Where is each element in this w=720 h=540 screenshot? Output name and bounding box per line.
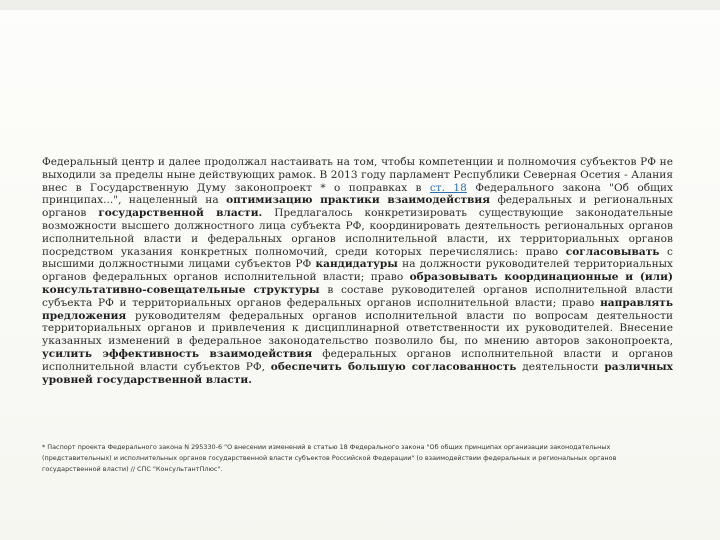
text-segment: Федеральный центр и далее продолжал настаивать на том, чтобы компетенции и полномочия субъектов РФ не выходили за пределы ныне действующих рамок. В 2013 году парламент Республики Северная Осетия - Алания внес в Государственную Думу законопроект * о поправках в bbox=[42, 156, 673, 194]
text-segment: в составе руководителей органов исполнительной власти субъекта РФ и территориальных органов федеральных органов исполнительной власти; право bbox=[42, 283, 673, 309]
emphasis-candidates: кандидатуры bbox=[315, 258, 398, 271]
slide-top-band bbox=[0, 0, 720, 10]
emphasis-approve: согласовывать bbox=[565, 245, 660, 258]
text-segment: на должности руководителей территориальных органов федеральных органов исполнительной власти; право bbox=[42, 258, 673, 284]
text-segment: с высшими должностными лицами субъектов РФ bbox=[42, 245, 673, 271]
emphasis-levels: различных уровней государственной власти. bbox=[42, 360, 673, 386]
main-paragraph bbox=[42, 156, 673, 386]
emphasis-coherence: обеспечить большую согласованность bbox=[270, 360, 517, 373]
text-segment: деятельности bbox=[516, 360, 605, 373]
text-segment: Федерального закона "Об общих принципах...", нацеленный на bbox=[42, 181, 673, 207]
article-18-link[interactable]: ст. 18 bbox=[429, 181, 467, 194]
emphasis-efficiency: усилить эффективность взаимодействия bbox=[42, 347, 313, 360]
emphasis-structures: образовывать координационные и (или) консультативно-совещательные структуры bbox=[42, 271, 673, 296]
text-segment: федеральных органов исполнительной власти и органов исполнительной власти субъектов РФ, bbox=[42, 347, 674, 373]
emphasis-state-power: государственной власти. bbox=[98, 207, 263, 220]
emphasis-optimization: оптимизацию практики взаимодействия bbox=[226, 194, 491, 207]
emphasis-proposals: направлять предложения bbox=[42, 296, 673, 322]
text-segment: руководителям федеральных органов исполнительной власти по вопросам деятельности территориальных органов и привлечения к дисциплинарной ответственности их руководителей. Внесение указанных изменений в федеральное законодательство позволило бы, по мнению авторов законопроекта, bbox=[42, 309, 673, 348]
footnote: * Паспорт проекта Федерального закона N 295330-6 "О внесении изменений в статью 18 Федерального закона "Об общих принципах организации законодательных (представительных) и исполнительных органов государственной власти субъектов Российской Федерации" (о взаимодействии федеральных и региональных органов государственной власти) // СПС "КонсультантПлюс". bbox=[42, 443, 617, 473]
text-segment: Предлагалось конкретизировать существующие законодательные возможности высшего должностного лица субъекта РФ, координировать деятельность региональных органов исполнительной власти и федеральных органов исполнительной власти, их территориальных органов посредством указания конкретных полномочий, среди которых перечислялись: право bbox=[42, 207, 674, 258]
text-segment: федеральных и региональных органов bbox=[42, 194, 674, 220]
